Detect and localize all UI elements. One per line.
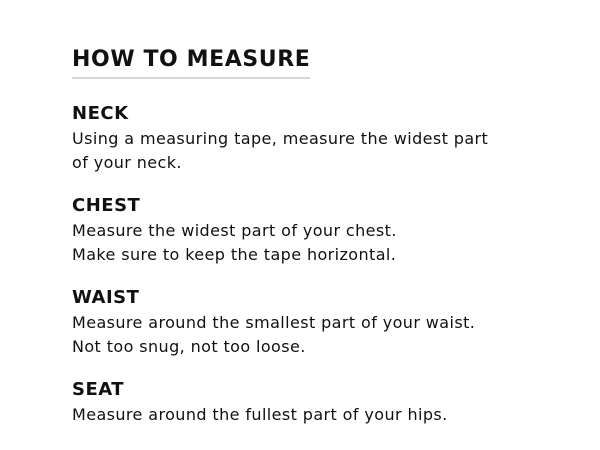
section-seat (72, 379, 572, 427)
measure-guide (72, 46, 572, 427)
section-heading-neck: NECK (72, 103, 129, 124)
section-waist (72, 287, 572, 359)
section-neck (72, 103, 572, 175)
section-text-chest: Measure the widest part of your chest. Make sure to keep the tape horizontal. (72, 221, 397, 264)
section-text-neck: Using a measuring tape, measure the widest part of your neck. (72, 129, 489, 172)
section-text-waist: Measure around the smallest part of your waist. Not too snug, not too loose. (72, 313, 476, 356)
section-heading-waist: WAIST (72, 287, 140, 308)
page-title: HOW TO MEASURE (72, 46, 310, 79)
section-heading-chest: CHEST (72, 195, 141, 216)
section-chest (72, 195, 572, 267)
section-heading-seat: SEAT (72, 379, 125, 400)
section-text-seat: Measure around the fullest part of your hips. (72, 405, 448, 424)
